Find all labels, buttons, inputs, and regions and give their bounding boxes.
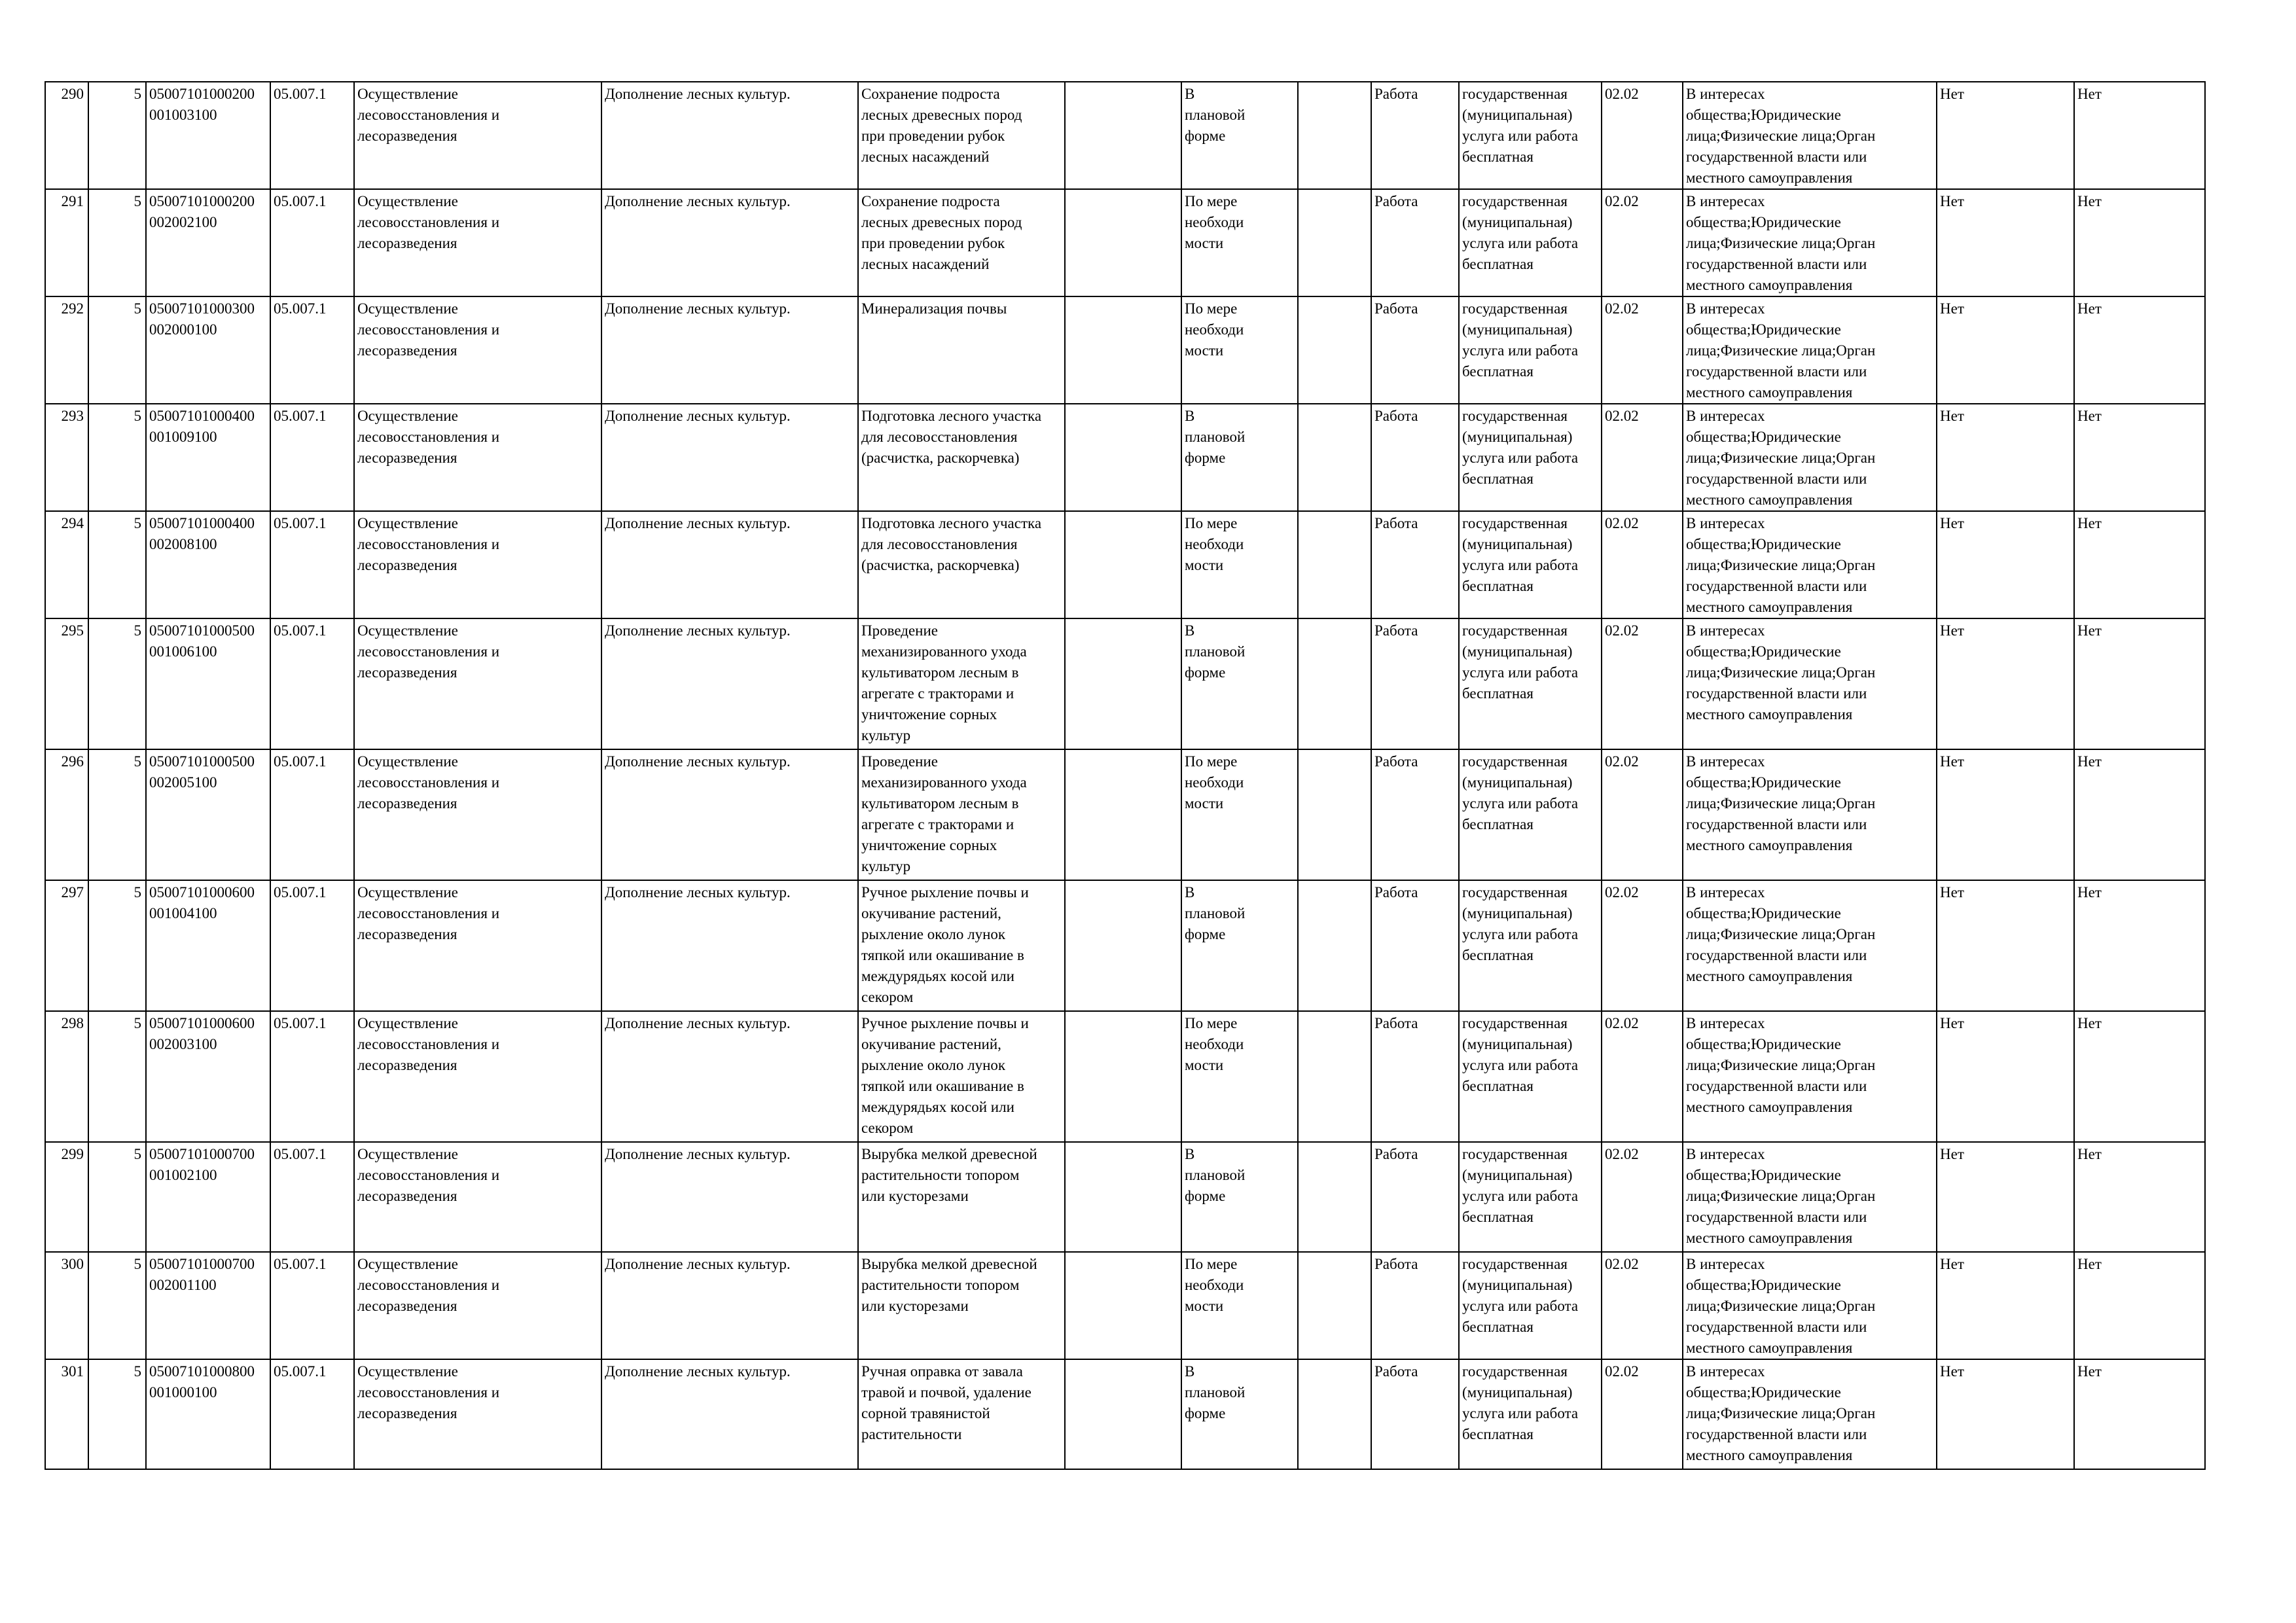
empty-cell-1: [1065, 1252, 1181, 1359]
code2-cell: 02.02: [1602, 1142, 1683, 1252]
service-name-cell: Осуществление лесовосстановления и лесоразведения: [354, 1142, 601, 1252]
type-cell: Работа: [1371, 1359, 1459, 1469]
row-number: 292: [45, 296, 88, 404]
subtype-cell: Дополнение лесных культур.: [601, 880, 858, 1011]
registry-code-cell: 05007101000200 001003100: [146, 82, 270, 189]
type-cell: Работа: [1371, 880, 1459, 1011]
content-cell: Ручное рыхление почвы и окучивание растений, рыхление около лунок тяпкой или окашивание в междурядьях косой или секором: [858, 880, 1065, 1011]
row-number: 300: [45, 1252, 88, 1359]
type-cell: Работа: [1371, 511, 1459, 618]
registry-code-cell: 05007101000400 001009100: [146, 404, 270, 511]
consumer-cell: В интересах общества;Юридические лица;Физические лица;Орган государственной власти или местного самоуправления: [1683, 1252, 1937, 1359]
level-cell: 5: [88, 1142, 146, 1252]
content-cell: Ручное рыхление почвы и окучивание растений, рыхление около лунок тяпкой или окашивание в междурядьях косой или секором: [858, 1011, 1065, 1142]
registry-code-cell: 05007101000600 001004100: [146, 880, 270, 1011]
flag2-cell: Нет: [2074, 296, 2205, 404]
table-row: [45, 749, 2205, 880]
okved-code-cell: 05.007.1: [270, 1359, 354, 1469]
type-cell: Работа: [1371, 296, 1459, 404]
type-cell: Работа: [1371, 189, 1459, 296]
flag2-cell: Нет: [2074, 404, 2205, 511]
empty-cell-1: [1065, 618, 1181, 749]
table-row: [45, 618, 2205, 749]
subtype-cell: Дополнение лесных культур.: [601, 82, 858, 189]
consumer-cell: В интересах общества;Юридические лица;Физические лица;Орган государственной власти или местного самоуправления: [1683, 82, 1937, 189]
payment-cell: государственная (муниципальная) услуга или работа бесплатная: [1459, 880, 1602, 1011]
okved-code-cell: 05.007.1: [270, 404, 354, 511]
flag2-cell: Нет: [2074, 189, 2205, 296]
code2-cell: 02.02: [1602, 296, 1683, 404]
flag2-cell: Нет: [2074, 1011, 2205, 1142]
registry-code-cell: 05007101000700 002001100: [146, 1252, 270, 1359]
code2-cell: 02.02: [1602, 1359, 1683, 1469]
flag2-cell: Нет: [2074, 749, 2205, 880]
empty-cell-2: [1298, 618, 1371, 749]
empty-cell-2: [1298, 189, 1371, 296]
empty-cell-2: [1298, 82, 1371, 189]
level-cell: 5: [88, 82, 146, 189]
flag1-cell: Нет: [1937, 1252, 2074, 1359]
subtype-cell: Дополнение лесных культур.: [601, 189, 858, 296]
subtype-cell: Дополнение лесных культур.: [601, 511, 858, 618]
content-cell: Сохранение подроста лесных древесных пород при проведении рубок лесных насаждений: [858, 189, 1065, 296]
level-cell: 5: [88, 618, 146, 749]
flag2-cell: Нет: [2074, 1142, 2205, 1252]
empty-cell-2: [1298, 404, 1371, 511]
consumer-cell: В интересах общества;Юридические лица;Физические лица;Орган государственной власти или местного самоуправления: [1683, 1142, 1937, 1252]
flag2-cell: Нет: [2074, 1252, 2205, 1359]
payment-cell: государственная (муниципальная) услуга или работа бесплатная: [1459, 749, 1602, 880]
empty-cell-2: [1298, 749, 1371, 880]
code2-cell: 02.02: [1602, 1252, 1683, 1359]
consumer-cell: В интересах общества;Юридические лица;Физические лица;Орган государственной власти или местного самоуправления: [1683, 1011, 1937, 1142]
row-number: 299: [45, 1142, 88, 1252]
service-name-cell: Осуществление лесовосстановления и лесоразведения: [354, 1359, 601, 1469]
form-cell: По мере необходи мости: [1181, 296, 1298, 404]
empty-cell-2: [1298, 1142, 1371, 1252]
form-cell: В плановой форме: [1181, 82, 1298, 189]
row-number: 294: [45, 511, 88, 618]
level-cell: 5: [88, 880, 146, 1011]
content-cell: Подготовка лесного участка для лесовосстановления (расчистка, раскорчевка): [858, 511, 1065, 618]
okved-code-cell: 05.007.1: [270, 1011, 354, 1142]
subtype-cell: Дополнение лесных культур.: [601, 296, 858, 404]
payment-cell: государственная (муниципальная) услуга или работа бесплатная: [1459, 404, 1602, 511]
empty-cell-1: [1065, 749, 1181, 880]
flag1-cell: Нет: [1937, 1142, 2074, 1252]
service-name-cell: Осуществление лесовосстановления и лесоразведения: [354, 404, 601, 511]
service-name-cell: Осуществление лесовосстановления и лесоразведения: [354, 82, 601, 189]
flag1-cell: Нет: [1937, 511, 2074, 618]
table-row: [45, 404, 2205, 511]
registry-code-cell: 05007101000700 001002100: [146, 1142, 270, 1252]
consumer-cell: В интересах общества;Юридические лица;Физические лица;Орган государственной власти или местного самоуправления: [1683, 404, 1937, 511]
type-cell: Работа: [1371, 82, 1459, 189]
content-cell: Вырубка мелкой древесной растительности топором или кусторезами: [858, 1252, 1065, 1359]
form-cell: По мере необходи мости: [1181, 511, 1298, 618]
code2-cell: 02.02: [1602, 511, 1683, 618]
type-cell: Работа: [1371, 404, 1459, 511]
content-cell: Проведение механизированного ухода культиватором лесным в агрегате с тракторами и уничтожение сорных культур: [858, 618, 1065, 749]
subtype-cell: Дополнение лесных культур.: [601, 1252, 858, 1359]
subtype-cell: Дополнение лесных культур.: [601, 1359, 858, 1469]
flag2-cell: Нет: [2074, 511, 2205, 618]
payment-cell: государственная (муниципальная) услуга или работа бесплатная: [1459, 1011, 1602, 1142]
subtype-cell: Дополнение лесных культур.: [601, 749, 858, 880]
type-cell: Работа: [1371, 1252, 1459, 1359]
empty-cell-1: [1065, 1011, 1181, 1142]
row-number: 296: [45, 749, 88, 880]
subtype-cell: Дополнение лесных культур.: [601, 1011, 858, 1142]
table-row: [45, 511, 2205, 618]
empty-cell-1: [1065, 296, 1181, 404]
flag2-cell: Нет: [2074, 618, 2205, 749]
okved-code-cell: 05.007.1: [270, 1142, 354, 1252]
level-cell: 5: [88, 511, 146, 618]
row-number: 297: [45, 880, 88, 1011]
payment-cell: государственная (муниципальная) услуга или работа бесплатная: [1459, 1252, 1602, 1359]
empty-cell-1: [1065, 404, 1181, 511]
flag1-cell: Нет: [1937, 404, 2074, 511]
service-name-cell: Осуществление лесовосстановления и лесоразведения: [354, 1011, 601, 1142]
subtype-cell: Дополнение лесных культур.: [601, 404, 858, 511]
form-cell: По мере необходи мости: [1181, 189, 1298, 296]
level-cell: 5: [88, 1011, 146, 1142]
empty-cell-2: [1298, 880, 1371, 1011]
payment-cell: государственная (муниципальная) услуга или работа бесплатная: [1459, 618, 1602, 749]
form-cell: По мере необходи мости: [1181, 1252, 1298, 1359]
row-number: 295: [45, 618, 88, 749]
flag1-cell: Нет: [1937, 82, 2074, 189]
empty-cell-2: [1298, 511, 1371, 618]
empty-cell-1: [1065, 1142, 1181, 1252]
table-row: [45, 880, 2205, 1011]
code2-cell: 02.02: [1602, 749, 1683, 880]
okved-code-cell: 05.007.1: [270, 189, 354, 296]
flag2-cell: Нет: [2074, 1359, 2205, 1469]
okved-code-cell: 05.007.1: [270, 296, 354, 404]
service-name-cell: Осуществление лесовосстановления и лесоразведения: [354, 749, 601, 880]
consumer-cell: В интересах общества;Юридические лица;Физические лица;Орган государственной власти или местного самоуправления: [1683, 189, 1937, 296]
content-cell: Сохранение подроста лесных древесных пород при проведении рубок лесных насаждений: [858, 82, 1065, 189]
subtype-cell: Дополнение лесных культур.: [601, 618, 858, 749]
flag1-cell: Нет: [1937, 749, 2074, 880]
form-cell: В плановой форме: [1181, 880, 1298, 1011]
payment-cell: государственная (муниципальная) услуга или работа бесплатная: [1459, 1142, 1602, 1252]
content-cell: Минерализация почвы: [858, 296, 1065, 404]
table-row: [45, 296, 2205, 404]
code2-cell: 02.02: [1602, 189, 1683, 296]
type-cell: Работа: [1371, 618, 1459, 749]
form-cell: В плановой форме: [1181, 1142, 1298, 1252]
consumer-cell: В интересах общества;Юридические лица;Физические лица;Орган государственной власти или местного самоуправления: [1683, 511, 1937, 618]
table-row: [45, 1011, 2205, 1142]
service-name-cell: Осуществление лесовосстановления и лесоразведения: [354, 1252, 601, 1359]
consumer-cell: В интересах общества;Юридические лица;Физические лица;Орган государственной власти или местного самоуправления: [1683, 618, 1937, 749]
level-cell: 5: [88, 1252, 146, 1359]
flag1-cell: Нет: [1937, 1359, 2074, 1469]
service-name-cell: Осуществление лесовосстановления и лесоразведения: [354, 296, 601, 404]
level-cell: 5: [88, 1359, 146, 1469]
empty-cell-1: [1065, 82, 1181, 189]
row-number: 293: [45, 404, 88, 511]
table-row: [45, 189, 2205, 296]
content-cell: Ручная оправка от завала травой и почвой, удаление сорной травянистой растительности: [858, 1359, 1065, 1469]
service-name-cell: Осуществление лесовосстановления и лесоразведения: [354, 618, 601, 749]
table-row: [45, 1252, 2205, 1359]
consumer-cell: В интересах общества;Юридические лица;Физические лица;Орган государственной власти или местного самоуправления: [1683, 296, 1937, 404]
empty-cell-2: [1298, 1252, 1371, 1359]
registry-code-cell: 05007101000500 001006100: [146, 618, 270, 749]
content-cell: Вырубка мелкой древесной растительности топором или кусторезами: [858, 1142, 1065, 1252]
table-row: [45, 82, 2205, 189]
form-cell: В плановой форме: [1181, 618, 1298, 749]
type-cell: Работа: [1371, 1142, 1459, 1252]
level-cell: 5: [88, 749, 146, 880]
okved-code-cell: 05.007.1: [270, 1252, 354, 1359]
flag1-cell: Нет: [1937, 296, 2074, 404]
consumer-cell: В интересах общества;Юридические лица;Физические лица;Орган государственной власти или местного самоуправления: [1683, 880, 1937, 1011]
empty-cell-1: [1065, 511, 1181, 618]
row-number: 291: [45, 189, 88, 296]
form-cell: В плановой форме: [1181, 1359, 1298, 1469]
okved-code-cell: 05.007.1: [270, 880, 354, 1011]
row-number: 290: [45, 82, 88, 189]
registry-code-cell: 05007101000200 002002100: [146, 189, 270, 296]
registry-code-cell: 05007101000300 002000100: [146, 296, 270, 404]
content-cell: Проведение механизированного ухода культиватором лесным в агрегате с тракторами и уничтожение сорных культур: [858, 749, 1065, 880]
flag1-cell: Нет: [1937, 1011, 2074, 1142]
payment-cell: государственная (муниципальная) услуга или работа бесплатная: [1459, 189, 1602, 296]
empty-cell-1: [1065, 189, 1181, 296]
registry-code-cell: 05007101000400 002008100: [146, 511, 270, 618]
flag1-cell: Нет: [1937, 880, 2074, 1011]
consumer-cell: В интересах общества;Юридические лица;Физические лица;Орган государственной власти или местного самоуправления: [1683, 749, 1937, 880]
table-row: [45, 1142, 2205, 1252]
registry-code-cell: 05007101000500 002005100: [146, 749, 270, 880]
row-number: 298: [45, 1011, 88, 1142]
flag2-cell: Нет: [2074, 880, 2205, 1011]
level-cell: 5: [88, 296, 146, 404]
level-cell: 5: [88, 404, 146, 511]
content-cell: Подготовка лесного участка для лесовосстановления (расчистка, раскорчевка): [858, 404, 1065, 511]
code2-cell: 02.02: [1602, 1011, 1683, 1142]
table-body: [45, 82, 2205, 1469]
code2-cell: 02.02: [1602, 82, 1683, 189]
document-sheet: [45, 81, 2206, 1470]
form-cell: По мере необходи мости: [1181, 1011, 1298, 1142]
registry-table: [45, 81, 2206, 1470]
code2-cell: 02.02: [1602, 404, 1683, 511]
service-name-cell: Осуществление лесовосстановления и лесоразведения: [354, 511, 601, 618]
empty-cell-2: [1298, 1359, 1371, 1469]
row-number: 301: [45, 1359, 88, 1469]
payment-cell: государственная (муниципальная) услуга или работа бесплатная: [1459, 1359, 1602, 1469]
level-cell: 5: [88, 189, 146, 296]
flag2-cell: Нет: [2074, 82, 2205, 189]
payment-cell: государственная (муниципальная) услуга или работа бесплатная: [1459, 82, 1602, 189]
flag1-cell: Нет: [1937, 618, 2074, 749]
okved-code-cell: 05.007.1: [270, 618, 354, 749]
subtype-cell: Дополнение лесных культур.: [601, 1142, 858, 1252]
empty-cell-2: [1298, 1011, 1371, 1142]
okved-code-cell: 05.007.1: [270, 511, 354, 618]
type-cell: Работа: [1371, 749, 1459, 880]
code2-cell: 02.02: [1602, 880, 1683, 1011]
table-row: [45, 1359, 2205, 1469]
registry-code-cell: 05007101000800 001000100: [146, 1359, 270, 1469]
flag1-cell: Нет: [1937, 189, 2074, 296]
empty-cell-1: [1065, 880, 1181, 1011]
form-cell: По мере необходи мости: [1181, 749, 1298, 880]
empty-cell-1: [1065, 1359, 1181, 1469]
payment-cell: государственная (муниципальная) услуга или работа бесплатная: [1459, 296, 1602, 404]
registry-code-cell: 05007101000600 002003100: [146, 1011, 270, 1142]
okved-code-cell: 05.007.1: [270, 82, 354, 189]
payment-cell: государственная (муниципальная) услуга или работа бесплатная: [1459, 511, 1602, 618]
code2-cell: 02.02: [1602, 618, 1683, 749]
service-name-cell: Осуществление лесовосстановления и лесоразведения: [354, 189, 601, 296]
okved-code-cell: 05.007.1: [270, 749, 354, 880]
consumer-cell: В интересах общества;Юридические лица;Физические лица;Орган государственной власти или местного самоуправления: [1683, 1359, 1937, 1469]
type-cell: Работа: [1371, 1011, 1459, 1142]
empty-cell-2: [1298, 296, 1371, 404]
service-name-cell: Осуществление лесовосстановления и лесоразведения: [354, 880, 601, 1011]
form-cell: В плановой форме: [1181, 404, 1298, 511]
